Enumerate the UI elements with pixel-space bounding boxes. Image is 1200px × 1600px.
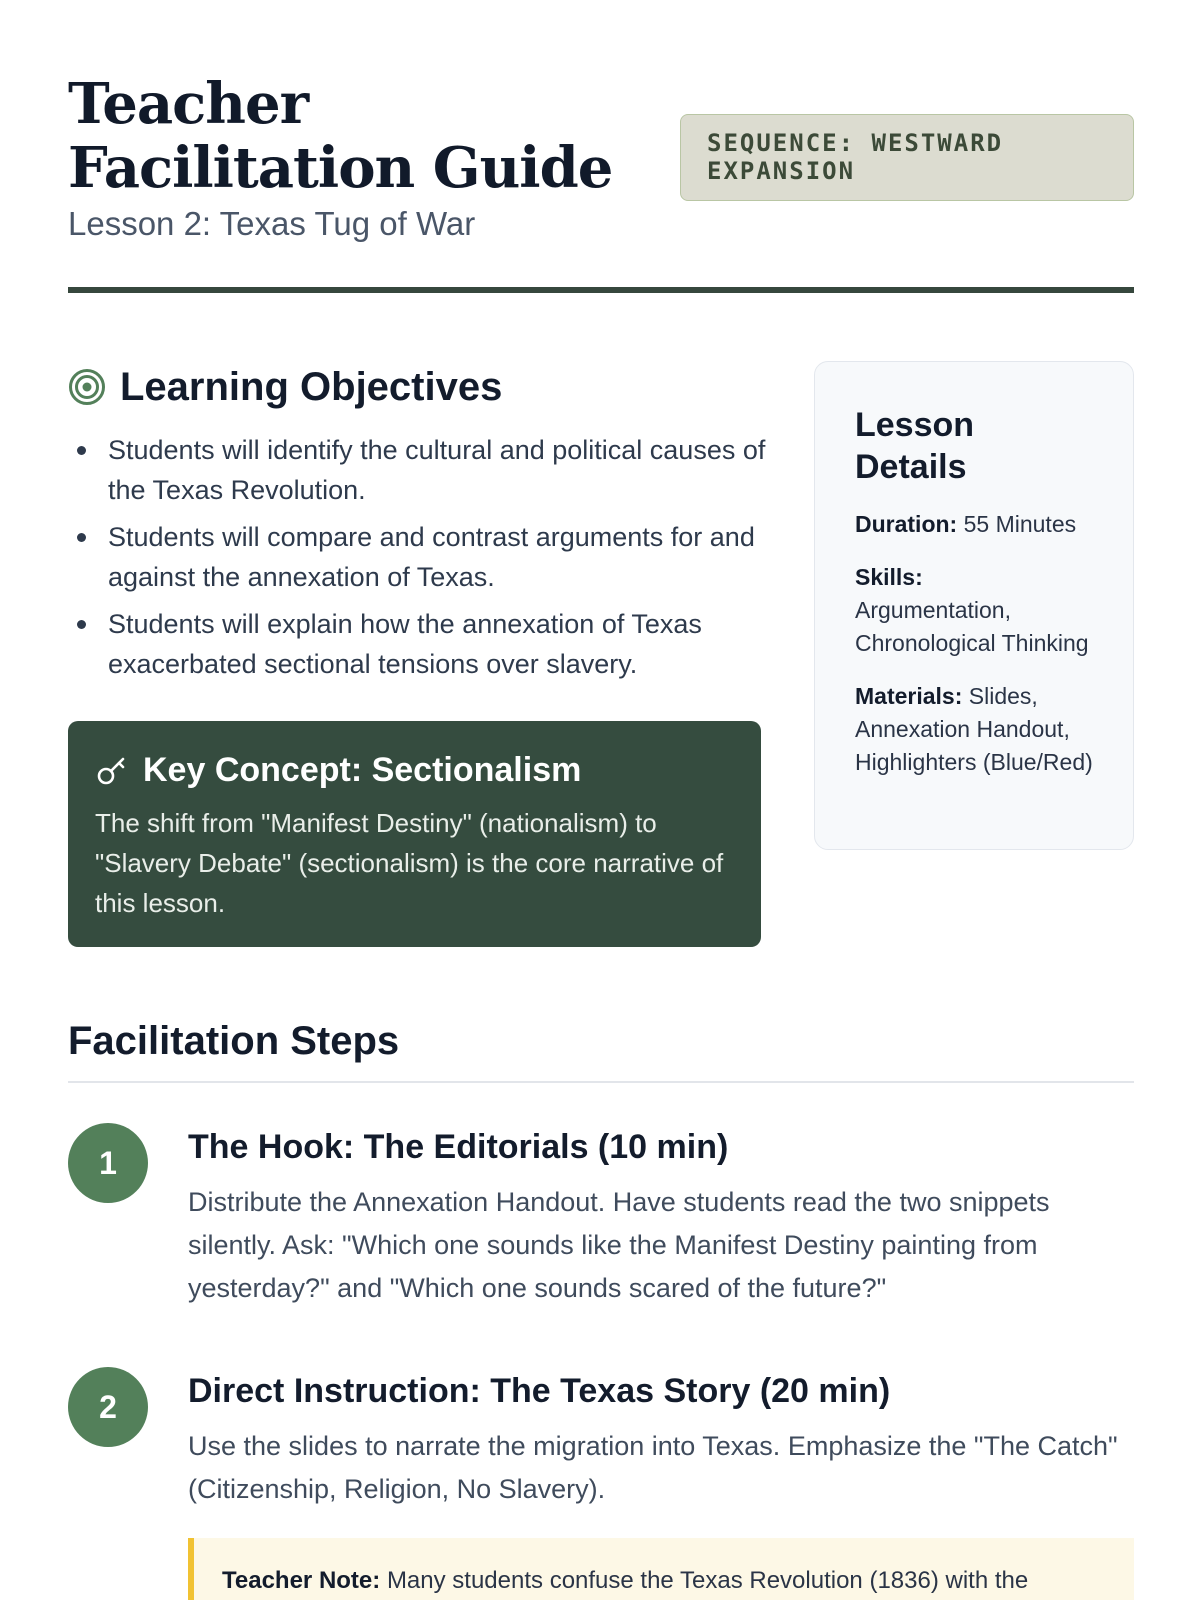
target-icon [68, 368, 106, 406]
objectives-list [68, 430, 768, 684]
step-number-badge: 2 [68, 1367, 148, 1447]
facilitation-title: Facilitation Steps [68, 1019, 400, 1063]
key-icon [95, 753, 129, 787]
duration-label: Duration: [855, 511, 958, 537]
sequence-badge: SEQUENCE: WESTWARD EXPANSION [680, 114, 1134, 201]
skills-label: Skills: [855, 564, 923, 590]
skills-value: Argumentation, Chronological Thinking [855, 597, 1089, 656]
lesson-subtitle: Lesson 2: Texas Tug of War [68, 205, 476, 242]
guide-page [68, 0, 1134, 1600]
teacher-note-callout [188, 1538, 1134, 1600]
teacher-note-label: Teacher Note: [222, 1567, 381, 1594]
key-concept-title: Key Concept: Sectionalism [143, 751, 582, 789]
objectives-title: Learning Objectives [120, 365, 503, 409]
step-content [188, 1123, 1134, 1310]
lesson-details-card [814, 361, 1134, 850]
key-concept-callout [68, 721, 761, 947]
detail-skills [855, 561, 1093, 660]
teacher-note-text: Many students confuse the Texas Revolution (1836) with the [386, 1567, 1029, 1594]
key-concept-body: The shift from "Manifest Destiny" (nationalism) to "Slavery Debate" (sectionalism) is the core narrative of this lesson. [95, 808, 724, 918]
objectives-heading [68, 362, 768, 412]
step-title: The Hook: The Editorials (10 min) [188, 1128, 729, 1166]
objective-item: Students will compare and contrast arguments for and against the annexation of Texas. [68, 517, 768, 597]
lesson-details-title: Lesson Details [855, 406, 975, 486]
key-concept-heading [95, 749, 734, 791]
step-description: Distribute the Annexation Handout. Have students read the two snippets silently. Ask: "Which one sounds like the Manifest Destiny painting from yesterday?" and "Which one sounds scared of the future?" [188, 1187, 1050, 1303]
duration-value: 55 Minutes [963, 511, 1077, 537]
objective-item: Students will identify the cultural and political causes of the Texas Revolution. [68, 430, 768, 510]
detail-materials [855, 680, 1093, 779]
header-divider [68, 287, 1134, 293]
step-content [188, 1367, 1134, 1511]
detail-duration [855, 508, 1093, 541]
step-number-badge: 1 [68, 1123, 148, 1203]
step-title: Direct Instruction: The Texas Story (20 min) [188, 1372, 891, 1410]
facilitation-divider [68, 1081, 1134, 1083]
page-title: Teacher Facilitation Guide [68, 71, 613, 201]
materials-label: Materials: [855, 683, 963, 709]
guide-header [68, 72, 1134, 292]
materials-value: Slides, Annexation Handout, Highlighters (Blue/Red) [855, 683, 1093, 775]
learning-objectives-section [68, 362, 768, 691]
objective-item: Students will explain how the annexation of Texas exacerbated sectional tensions over slavery. [68, 604, 768, 684]
facilitation-steps-section [68, 1015, 1134, 1083]
step-description: Use the slides to narrate the migration into Texas. Emphasize the "The Catch" (Citizenship, Religion, No Slavery). [188, 1431, 1118, 1504]
